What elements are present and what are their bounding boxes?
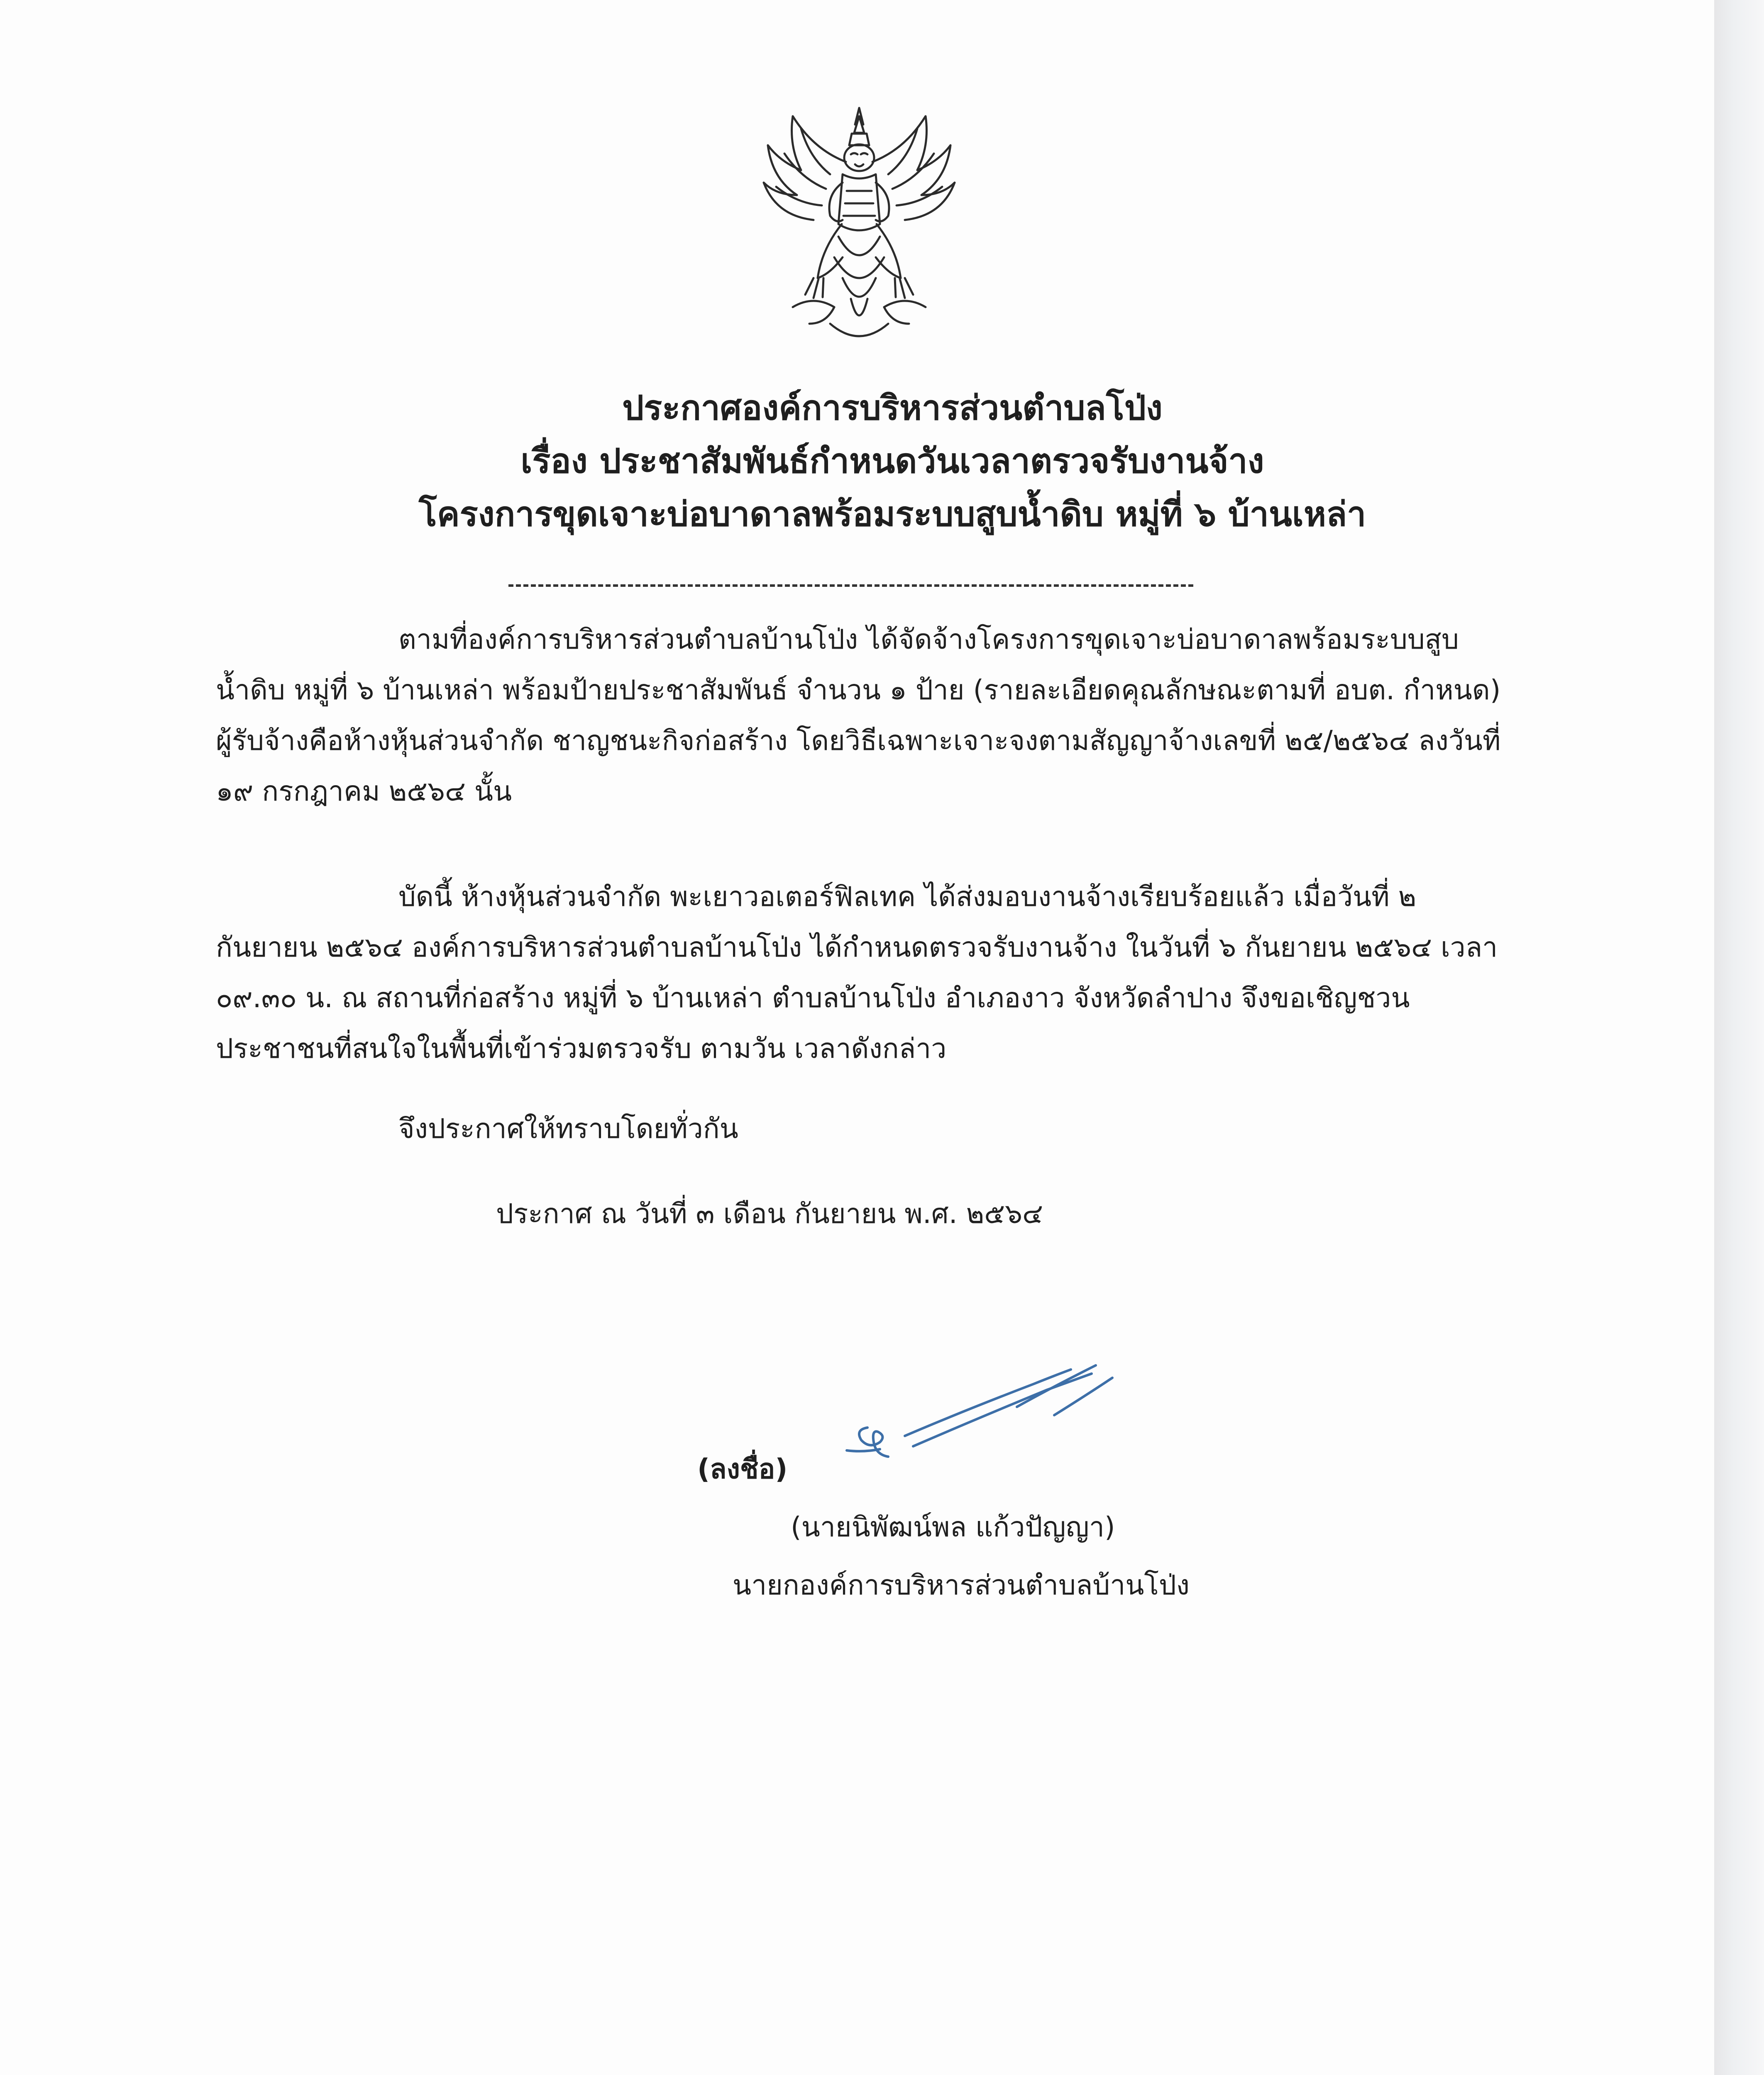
scan-edge-right <box>1714 0 1764 2075</box>
title-line-project: โครงการขุดเจาะบ่อบาดาลพร้อมระบบสูบน้ำดิบ หมู่ที่ ๖ บ้านเหล่า <box>418 495 1366 534</box>
signer-name: (นายนิพัฒน์พล แก้วปัญญา) <box>791 1511 1115 1543</box>
announcement-title <box>249 382 1536 541</box>
paragraph-contract-details <box>216 614 1503 817</box>
closing-statement: จึงประกาศให้ทราบโดยทั่วกัน <box>398 1113 738 1145</box>
paragraph-inspection-schedule <box>216 872 1503 1074</box>
garuda-emblem-icon <box>731 100 988 365</box>
signature-label: (ลงชื่อ) <box>697 1453 788 1485</box>
handwritten-signature <box>838 1340 1154 1473</box>
signer-position: นายกองค์การบริหารส่วนตำบลบ้านโป่ง <box>733 1569 1190 1601</box>
paragraph-2-text: บัดนี้ ห้างหุ้นส่วนจำกัด พะเยาวอเตอร์ฟิลเทค ได้ส่งมอบงานจ้างเรียบร้อยแล้ว เมื่อวันที่ ๒ กันยายน ๒๕๖๔ องค์การบริหารส่วนตำบลบ้านโป่ง ได้กำหนดตรวจรับงานจ้าง ในวันที่ ๖ กันยายน ๒๕๖๔ เวลา ๐๙.๓๐ น. ณ สถานที่ก่อสร้าง หมู่ที่ ๖ บ้านเหล่า ตำบลบ้านโป่ง อำเภองาว จังหวัดลำปาง จึงขอเชิญชวนประชาชนที่สนใจในพื้นที่เข้าร่วมตรวจรับ ตามวัน เวลาดังกล่าว <box>216 881 1498 1064</box>
title-line-subject: เรื่อง ประชาสัมพันธ์กำหนดวันเวลาตรวจรับงานจ้าง <box>520 442 1264 481</box>
announcement-date: ประกาศ ณ วันที่ ๓ เดือน กันยายน พ.ศ. ๒๕๖๔ <box>496 1198 1043 1230</box>
title-line-organization: ประกาศองค์การบริหารส่วนตำบลโป่ง <box>622 388 1163 428</box>
paragraph-1-text: ตามที่องค์การบริหารส่วนตำบลบ้านโป่ง ได้จัดจ้างโครงการขุดเจาะบ่อบาดาลพร้อมระบบสูบน้ำดิบ หมู่ที่ ๖ บ้านเหล่า พร้อมป้ายประชาสัมพันธ์ จำนวน ๑ ป้าย (รายละเอียดคุณลักษณะตามที่ อบต. กำหนด) ผู้รับจ้างคือห้างหุ้นส่วนจำกัด ชาญชนะกิจก่อสร้าง โดยวิธีเฉพาะเจาะจงตามสัญญาจ้างเลขที่ ๒๕/๒๕๖๔ ลงวันที่ ๑๙ กรกฎาคม ๒๕๖๔ นั้น <box>216 623 1501 807</box>
title-divider <box>508 584 1193 587</box>
